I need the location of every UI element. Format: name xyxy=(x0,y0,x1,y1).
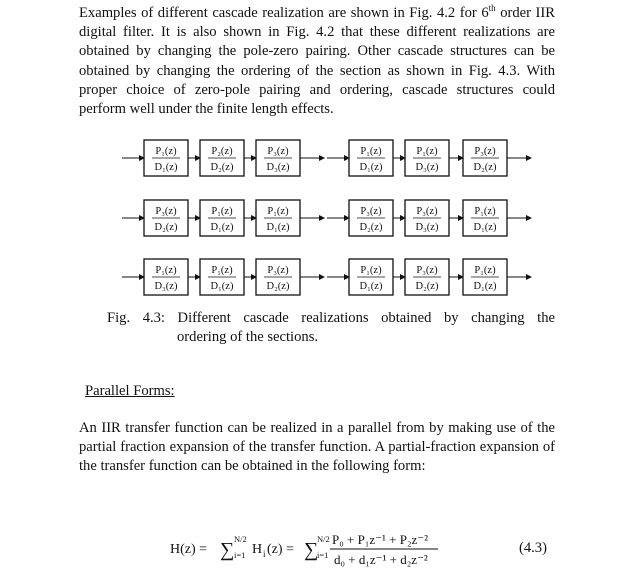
filter-section-block xyxy=(349,140,393,176)
filter-section-block xyxy=(144,200,188,236)
filter-section-block xyxy=(349,259,393,295)
block-numerator: P₁(z) xyxy=(211,265,233,276)
block-numerator: P₁(z) xyxy=(267,206,289,217)
block-denominator: D₃(z) xyxy=(415,162,439,173)
block-numerator: P₁(z) xyxy=(360,265,382,276)
eq-denominator: d₀ + d₁z⁻¹ + d₂z⁻² xyxy=(334,552,428,567)
eq-mid-arg: (z) = xyxy=(267,542,294,557)
block-denominator: D₁(z) xyxy=(210,281,234,292)
eq-mid: H xyxy=(252,542,263,557)
eq-sum2-upper: N/2 xyxy=(317,534,330,544)
eq-mid-sub: i xyxy=(263,549,266,559)
block-denominator: D₃(z) xyxy=(154,281,178,292)
block-numerator: P₁(z) xyxy=(416,146,438,157)
block-numerator: P₁(z) xyxy=(155,146,177,157)
equation-4-3 xyxy=(170,522,460,576)
block-numerator: P₃(z) xyxy=(416,265,438,276)
eq-lhs: H(z) = xyxy=(170,542,208,557)
filter-section-block xyxy=(256,200,300,236)
block-numerator: P₁(z) xyxy=(211,206,233,217)
eq-sum2: ∑ xyxy=(304,539,319,561)
block-denominator: D₂(z) xyxy=(359,222,383,233)
eq-sum1: ∑ xyxy=(220,539,235,561)
block-numerator: P₁(z) xyxy=(474,206,496,217)
block-numerator: P₃(z) xyxy=(474,146,496,157)
filter-section-block xyxy=(463,200,507,236)
filter-section-block xyxy=(200,259,244,295)
figure-caption: Fig. 4.3: Different cascade realizations obtained by changing the ordering of the sections. xyxy=(107,310,555,345)
block-numerator: P₁(z) xyxy=(155,265,177,276)
equation-number: (4.3) xyxy=(519,540,547,556)
eq-sum2-lower: i=1 xyxy=(317,550,329,560)
block-denominator: D₁(z) xyxy=(210,222,234,233)
filter-section-block xyxy=(256,259,300,295)
eq-sum1-upper: N/2 xyxy=(234,534,247,544)
block-denominator: D₂(z) xyxy=(266,281,290,292)
block-denominator: D₁(z) xyxy=(359,162,383,173)
parallel-forms-paragraph: An IIR transfer function can be realized in a parallel from by making use of the partial fraction expansion of the transfer function. A partial-fraction expansion of the transfer function can be obtained in the following form: xyxy=(79,420,555,475)
block-denominator: D₁(z) xyxy=(473,222,497,233)
filter-section-block xyxy=(144,259,188,295)
filter-section-block xyxy=(144,140,188,176)
intro-paragraph: Examples of different cascade realization are shown in Fig. 4.2 for 6th order IIR digital filter. It is also shown in Fig. 4.2 that these different realizations are obtained by changing the pole-zero pairing. Other cascade structures can be obtained by changing the ordering of the section as shown in Fig. 4.3. With proper choice of zero-pole pairing and ordering, cascade structures could perform well under the finite length effects. xyxy=(79,3,555,118)
block-denominator: D₂(z) xyxy=(473,162,497,173)
block-numerator: P₃(z) xyxy=(360,206,382,217)
eq-sum1-lower: i=1 xyxy=(234,550,246,560)
filter-section-block xyxy=(463,140,507,176)
block-denominator: D₁(z) xyxy=(266,222,290,233)
section-heading: Parallel Forms: xyxy=(85,383,175,399)
filter-section-block xyxy=(463,259,507,295)
block-numerator: P₃(z) xyxy=(267,265,289,276)
block-denominator: D₁(z) xyxy=(154,162,178,173)
filter-section-block xyxy=(405,140,449,176)
filter-section-block xyxy=(405,200,449,236)
filter-section-block xyxy=(200,200,244,236)
block-numerator: P₃(z) xyxy=(155,206,177,217)
block-denominator: D₁(z) xyxy=(473,281,497,292)
block-denominator: D₂(z) xyxy=(154,222,178,233)
block-numerator: P₃(z) xyxy=(267,146,289,157)
block-numerator: P₁(z) xyxy=(360,146,382,157)
eq-numerator: P₀ + P₁z⁻¹ + P₂z⁻² xyxy=(332,532,429,547)
block-numerator: P₁(z) xyxy=(474,265,496,276)
filter-section-block xyxy=(349,200,393,236)
block-denominator: D₂(z) xyxy=(210,162,234,173)
block-denominator: D₁(z) xyxy=(359,281,383,292)
block-numerator: P₃(z) xyxy=(416,206,438,217)
block-denominator: D₃(z) xyxy=(266,162,290,173)
filter-section-block xyxy=(405,259,449,295)
filter-section-block xyxy=(256,140,300,176)
block-numerator: P₂(z) xyxy=(211,146,233,157)
block-denominator: D₃(z) xyxy=(415,222,439,233)
block-denominator: D₂(z) xyxy=(415,281,439,292)
filter-section-block xyxy=(200,140,244,176)
